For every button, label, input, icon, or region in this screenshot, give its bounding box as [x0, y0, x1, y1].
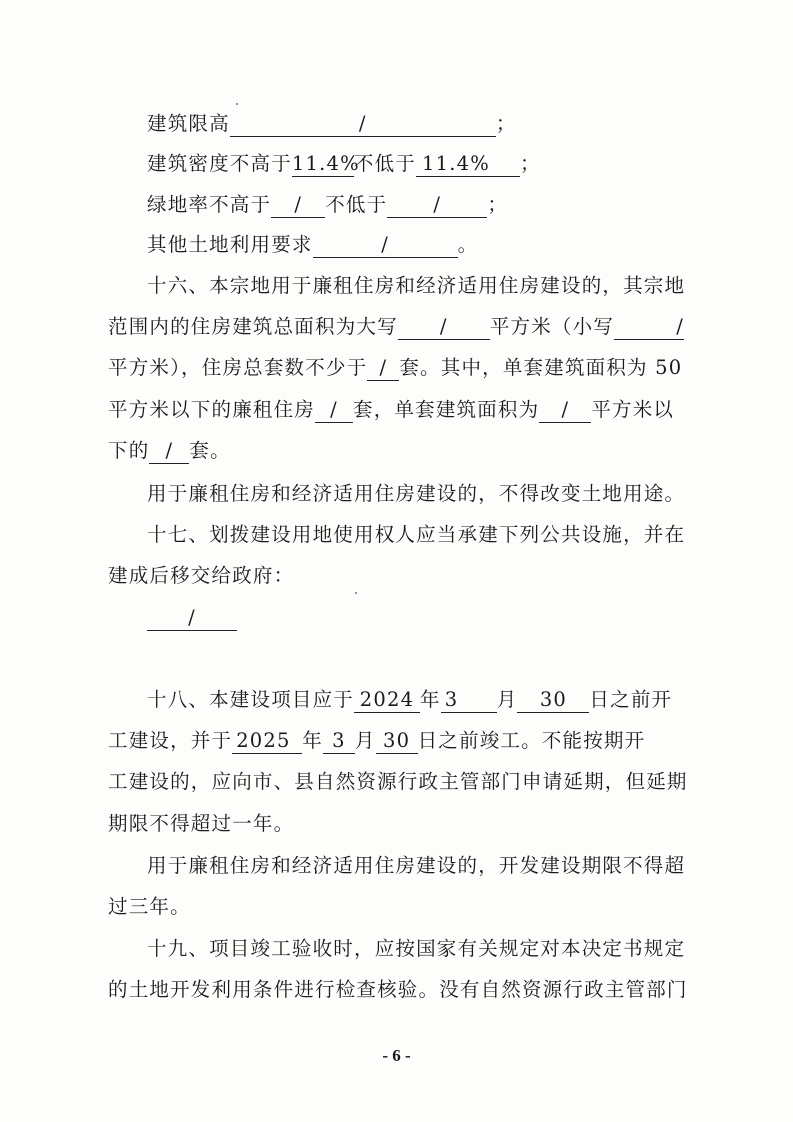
text: 下的 — [108, 439, 150, 462]
clause19-line1: 十九、项目竣工验收时，应按国家有关规定对本决定书规定 — [147, 937, 686, 960]
note18-line1: 用于廉租住房和经济适用住房建设的，开发建设期限不得超 — [147, 854, 686, 877]
text: 工建设，并于 — [108, 729, 233, 752]
clause19-line2: 的土地开发利用条件进行检查核验。没有自然资源行政主管部门 — [108, 978, 688, 1001]
clause16-line4 — [108, 396, 674, 424]
height-limit-label: 建筑限高 — [147, 112, 230, 135]
clause16-line2 — [108, 313, 684, 341]
clause17-line1: 十七、划拨建设用地使用权人应当承建下列公共设施，并在 — [147, 523, 686, 546]
green-max-value: / — [271, 193, 325, 218]
housing-area-lower: / — [614, 315, 684, 340]
green-ratio-line — [147, 191, 508, 219]
density-max-value: 11.4% — [291, 152, 360, 175]
text: 套。 — [189, 439, 231, 462]
text: 平方米以下的廉租住房 — [108, 398, 316, 421]
text: 范围内的住房建筑总面积为大写 — [108, 315, 398, 338]
start-month-value: 3 — [441, 688, 497, 713]
text: 套。其中，单套建筑面积为 50 — [399, 356, 683, 379]
clause17-line2: 建成后移交给政府： — [108, 564, 295, 587]
clause18-line1 — [147, 686, 672, 714]
text: 年 — [420, 688, 441, 711]
density-min-label: 不低于 — [353, 152, 417, 175]
page-number: - 6 - — [382, 1046, 411, 1065]
end-year-value: 2025 — [232, 729, 302, 754]
text: 十八、本建设项目应于 — [147, 688, 355, 711]
note18-line2: 过三年。 — [108, 895, 191, 918]
punct: ； — [520, 152, 541, 175]
text: 平方米），住房总套数不少于 — [108, 356, 368, 379]
start-day-value: 30 — [517, 688, 589, 713]
text: 年 — [302, 729, 323, 752]
text: 平方米以 — [591, 398, 675, 421]
punct: 。 — [457, 233, 479, 256]
note16: 用于廉租住房和经济适用住房建设的，不得改变土地用途。 — [147, 482, 686, 505]
other-requirements-line — [147, 231, 478, 259]
end-day-value: 30 — [376, 729, 418, 754]
end-month-value: 3 — [323, 729, 355, 754]
green-min-label: 不低于 — [325, 193, 388, 216]
low-rent-units-value: / — [315, 398, 353, 423]
clause16-line1: 十六、本宗地用于廉租住房和经济适用住房建设的，其宗地 — [147, 274, 686, 297]
clause18-line3: 工建设的，应向市、县自然资源行政主管部门申请延期，但延期 — [108, 770, 688, 793]
punct: ； — [487, 193, 509, 216]
green-min-value: / — [387, 193, 487, 218]
height-limit-value: / — [230, 112, 496, 137]
green-label: 绿地率不高于 — [147, 193, 272, 216]
public-facilities-value: / — [147, 606, 237, 631]
text: 日之前竣工。不能按期开 — [417, 729, 646, 752]
density-line — [147, 150, 541, 178]
other-value: / — [313, 233, 458, 258]
punct: ； — [495, 112, 517, 135]
height-limit-line — [147, 110, 517, 138]
clause18-line4: 期限不得超过一年。 — [108, 812, 295, 835]
other-label: 其他土地利用要求 — [147, 233, 313, 256]
scan-speck — [236, 103, 238, 105]
density-min-value: 11.4% — [416, 152, 520, 177]
scan-speck — [355, 592, 357, 594]
text: 月 — [354, 729, 376, 752]
start-year-value: 2024 — [354, 688, 420, 713]
housing-area-upper: / — [398, 315, 490, 340]
clause16-line5 — [108, 437, 231, 465]
unit-area-value: / — [539, 398, 591, 423]
clause16-line3 — [108, 354, 682, 382]
text: 套，单套建筑面积为 — [353, 398, 540, 421]
text: 日之前开 — [589, 688, 673, 711]
text: 平方米（小写 — [489, 315, 615, 338]
density-label: 建筑密度不高于 — [147, 152, 292, 175]
clause18-line2 — [108, 727, 645, 755]
clause17-facilities — [147, 604, 237, 632]
other-units-value: / — [149, 439, 189, 464]
total-units-value: / — [367, 356, 399, 381]
text: 月 — [496, 688, 518, 711]
